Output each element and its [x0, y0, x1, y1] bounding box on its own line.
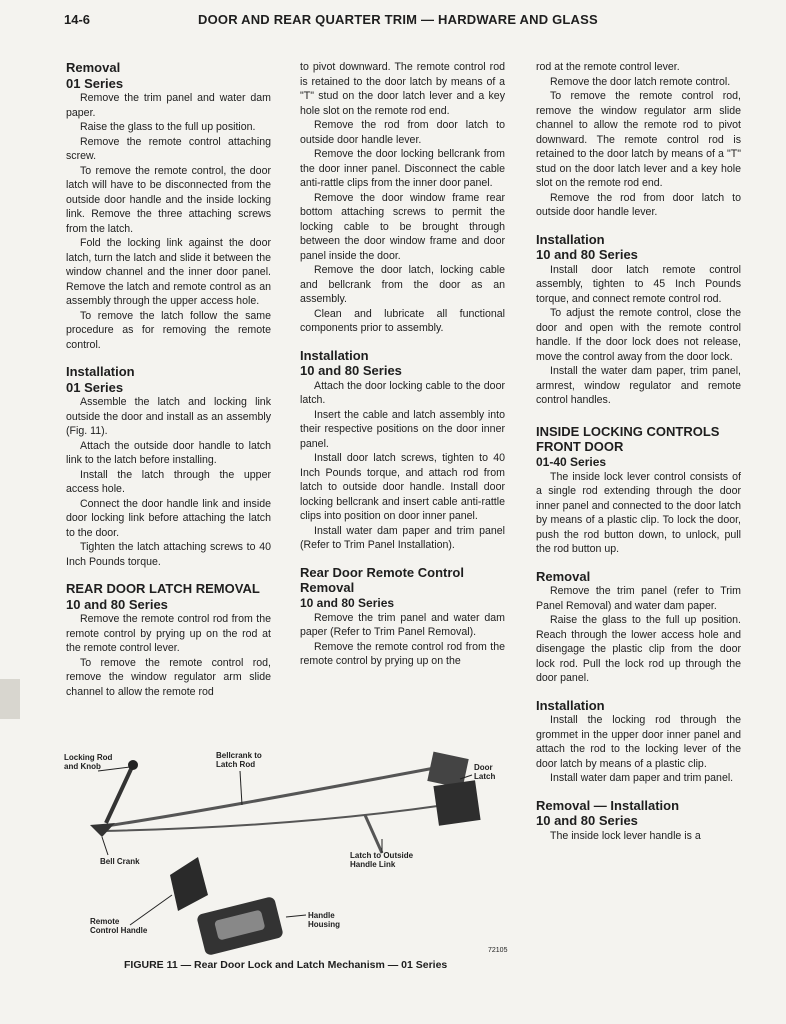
paragraph: The inside lock lever control consists of a single rod extending through the door inner panel and connected to the door latch by means of a plastic clip. To lock the door, push the rod button down, to unlock, pull the rod button up.: [536, 470, 741, 555]
heading-removal: Removal: [66, 60, 121, 75]
latch-to-outside-handle-link: [365, 815, 382, 853]
subheading-10-80-series: 10 and 80 Series: [66, 596, 168, 612]
paragraph: Connect the door handle link and inside door locking link before attaching the latch to the door.: [66, 497, 271, 539]
label-locking-rod: Locking Rod and Knob: [64, 753, 113, 771]
subheading-10-80-series: 10 and 80 Series: [536, 247, 638, 262]
paragraph: Remove the trim panel (refer to Trim Panel Removal) and water dam paper.: [536, 585, 741, 612]
paragraph: Assemble the latch and locking link outside the door and install as an assembly (Fig. 11).: [66, 396, 271, 437]
page-title: DOOR AND REAR QUARTER TRIM — HARDWARE AND GLASS: [198, 12, 598, 27]
paragraph: Attach the outside door handle to latch link to the latch before installing.: [66, 439, 271, 466]
paragraph: Remove the door latch, locking cable and bellcrank from the door as an assembly.: [300, 264, 505, 305]
heading-rear-door-remote-control-removal: Rear Door Remote Control Removal: [300, 564, 464, 595]
knob: [128, 760, 138, 770]
paragraph: To remove the remote control rod, remove the window regulator arm slide channel to allow the remote rod to pivot downward. The remote control rod is retained to the door latch by means of a "T" stud on the door latch lever and a key hole slot on the remote rod end.: [536, 90, 741, 189]
paragraph: To remove the latch follow the same procedure as for removing the remote control.: [66, 309, 271, 351]
paragraph: To remove the remote control rod, remove the window regulator arm slide channel to allow the remote rod: [66, 656, 271, 698]
subheading-01-series: 01 Series: [66, 379, 124, 395]
label-remote-control-handle: Remote Control Handle: [90, 917, 148, 935]
paragraph: Install the water dam paper, trim panel, armrest, window regulator and remote control handles.: [536, 365, 741, 406]
heading-installation: Installation: [536, 697, 605, 713]
paragraph: Install the latch through the upper access hole.: [66, 468, 271, 495]
locking-rod: [106, 767, 132, 823]
paragraph: To adjust the remote control, close the door and open with the remote control handle. If the door lock does not release, move the control away from the door lock.: [536, 307, 741, 363]
paragraph: Remove the trim panel and water dam paper (Refer to Trim Panel Removal).: [300, 611, 505, 638]
heading-inside-locking-controls: INSIDE LOCKING CONTROLS FRONT DOOR: [536, 423, 720, 454]
paragraph: Install water dam paper and trim panel (Refer to Trim Panel Installation).: [300, 524, 505, 551]
column-1: [66, 60, 271, 699]
paragraph: Remove the rod from door latch to outside door handle lever.: [536, 191, 741, 218]
paragraph: The inside lock lever handle is a: [550, 829, 701, 842]
paragraph: Clean and lubricate all functional components prior to assembly.: [300, 307, 505, 334]
label-door-latch: Door Latch: [474, 763, 496, 781]
heading-rear-door-latch-removal: REAR DOOR LATCH REMOVAL: [66, 581, 260, 596]
paragraph: Fold the locking link against the door latch, turn the latch and slide it between the window channel and the inner door panel. Remove the latch and remote control as an assembly through the upper access hole.: [66, 237, 271, 307]
paragraph: Raise the glass to the full up position. Reach through the lower access hole and disengage the plastic clip from the door lock rod. Pull the lock rod up through the door panel.: [536, 614, 741, 684]
paragraph: Install water dam paper and trim panel.: [550, 772, 734, 784]
heading-installation: Installation: [66, 364, 135, 379]
paragraph: Remove the remote control rod from the remote control by prying up on the: [300, 640, 505, 667]
paragraph: Remove the remote control rod from the remote control by prying up on the rod at the remote control lever.: [66, 613, 271, 654]
heading-removal-installation: Removal — Installation: [536, 797, 680, 813]
remote-control-handle: [170, 857, 208, 911]
paragraph: Remove the rod from door latch to outside door handle lever.: [300, 119, 505, 146]
column-3: [536, 60, 741, 843]
paragraph: Install door latch screws, tighten to 40 Inch Pounds torque, and attach rod from latch to outside door handle. Install door locking bellcrank and insert cable anti-rattle clips into position on door inner panel.: [300, 452, 505, 522]
subheading-01-40-series: 01-40 Series: [536, 454, 607, 469]
paragraph: Install door latch remote control assembly, tighten to 45 Inch Pounds torque, and connect remote control rod.: [536, 263, 741, 305]
paragraph: Remove the remote control attaching screw.: [66, 135, 271, 162]
paragraph: Remove the trim panel and water dam paper.: [66, 92, 271, 119]
subheading-01-series: 01 Series: [66, 75, 124, 91]
figure-number: 72105: [488, 947, 508, 954]
paragraph: rod at the remote control lever.: [536, 61, 680, 73]
subheading-10-80-series: 10 and 80 Series: [300, 595, 395, 610]
paragraph: Attach the door locking cable to the door latch.: [300, 379, 505, 406]
paragraph: Raise the glass to the full up position.: [80, 121, 256, 133]
heading-removal: Removal: [536, 568, 591, 584]
label-bellcrank-rod: Bellcrank to Latch Rod: [216, 751, 262, 769]
figure-11: [60, 745, 520, 955]
page-edge-tab: [0, 679, 20, 719]
figure-caption: FIGURE 11 — Rear Door Lock and Latch Mechanism — 01 Series: [124, 959, 448, 971]
paragraph: Remove the door window frame rear bottom attaching screws to permit the locking cable to be brought through between the door window frame and door panel inside the door.: [300, 191, 505, 262]
paragraph: Insert the cable and latch assembly into their respective positions on the door inner panel.: [300, 408, 505, 450]
label-bell-crank: Bell Crank: [100, 857, 140, 866]
paragraph: Remove the door locking bellcrank from the door inner panel. Disconnect the cable anti-rattle clips from the inner door panel.: [300, 148, 505, 189]
label-latch-outside-handle-link: Latch to Outside Handle Link: [350, 851, 414, 869]
paragraph: Tighten the latch attaching screws to 40 Inch Pounds torque.: [66, 541, 271, 568]
paragraph: To remove the remote control, the door latch will have to be disconnected from the outside door handle and the inside locking link. Remove the three attaching screws from the latch.: [66, 164, 271, 235]
heading-installation: Installation: [300, 347, 369, 363]
subheading-10-80-series: 10 and 80 Series: [536, 813, 638, 828]
subheading-10-80-series: 10 and 80 Series: [300, 363, 402, 378]
latch-body: [433, 780, 480, 825]
paragraph: to pivot downward. The remote control rod is retained to the door latch by means of a "T" stud on the door latch lever and a key hole slot on the remote rod end.: [300, 61, 505, 117]
page-header: [64, 12, 754, 32]
label-handle-housing: Handle Housing: [308, 911, 340, 929]
heading-installation: Installation: [536, 231, 605, 247]
paragraph: Install the locking rod through the grommet in the upper door inner panel and attach the rod to the locking lever of the door latch by means of a plastic clip.: [536, 714, 741, 770]
bellcrank-to-latch-rod: [100, 767, 440, 827]
paragraph: Remove the door latch remote control.: [550, 75, 731, 88]
page-number: 14-6: [64, 12, 91, 27]
column-2: [300, 60, 505, 669]
